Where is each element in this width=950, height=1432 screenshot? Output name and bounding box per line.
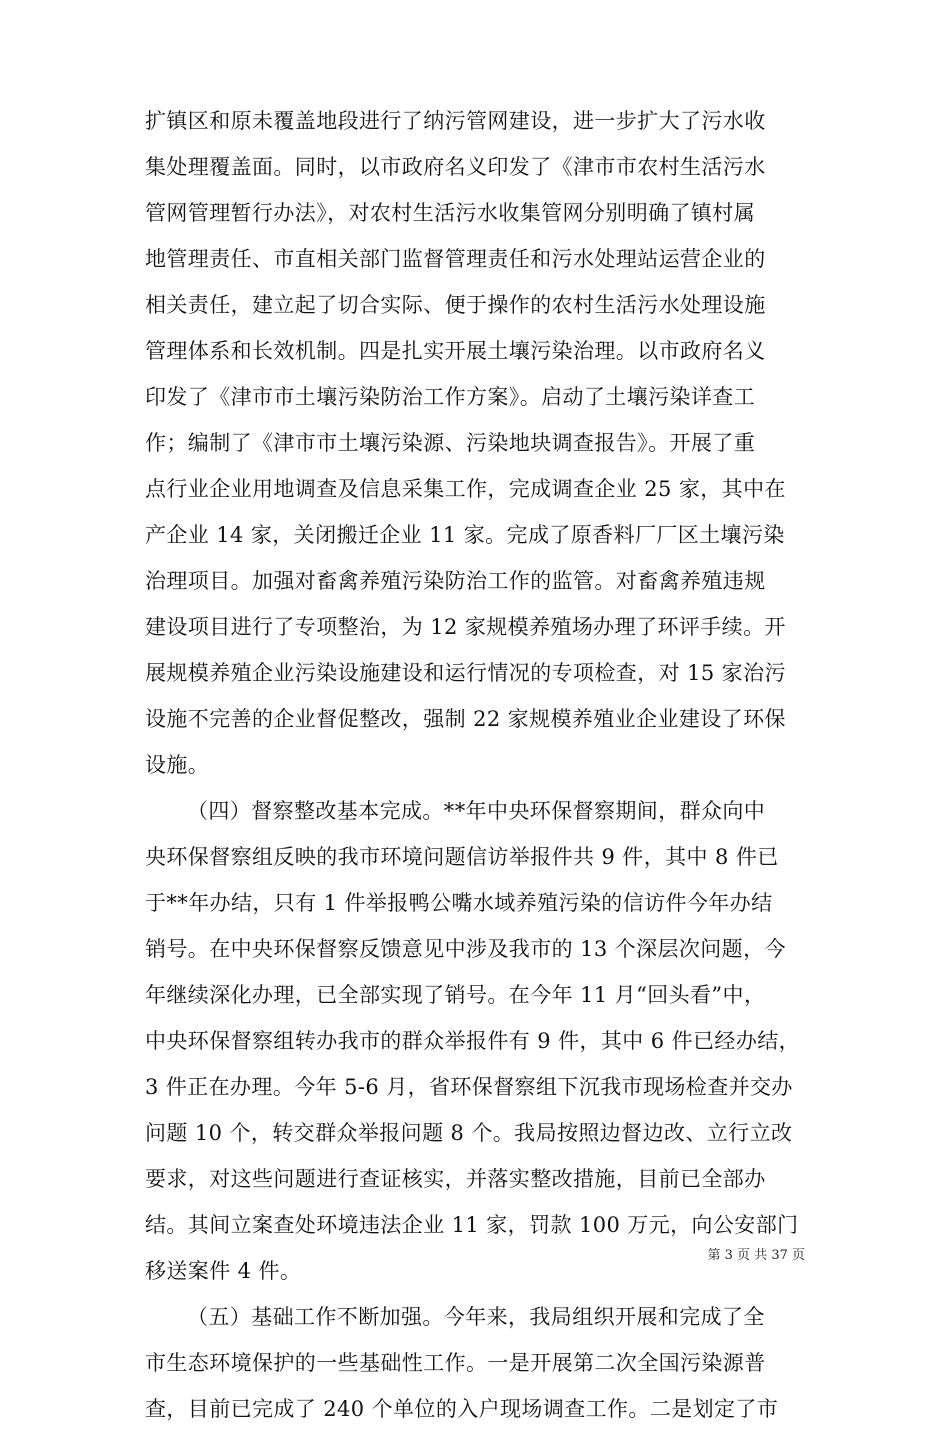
text-line: 作；编制了《津市市土壤污染源、污染地块调查报告》。开展了重 <box>145 431 756 455</box>
text-line: 查，目前已完成了 240 个单位的入户现场调查工作。二是划定了市 <box>145 1397 779 1421</box>
text-line: 移送案件 4 件。 <box>145 1259 302 1283</box>
section-5-heading-line: （五）基础工作不断加强。今年来，我局组织开展和完成了全 <box>187 1305 765 1329</box>
text-line: 展规模养殖企业污染设施建设和运行情况的专项检查，对 15 家治污 <box>145 661 786 685</box>
document-body <box>145 98 805 1432</box>
text-line: 管理体系和长效机制。四是扎实开展土壤污染治理。以市政府名义 <box>145 339 766 363</box>
text-line: 集处理覆盖面。同时，以市政府名义印发了《津市市农村生活污水 <box>145 155 766 179</box>
text-line: 销号。在中央环保督察反馈意见中涉及我市的 13 个深层次问题，今 <box>145 937 786 961</box>
section-4-heading-line: （四）督察整改基本完成。**年中央环保督察期间，群众向中 <box>187 799 766 823</box>
text-line: 央环保督察组反映的我市环境问题信访举报件共 9 件，其中 8 件已 <box>145 845 779 869</box>
text-line: 问题 10 个，转交群众举报问题 8 个。我局按照边督边改、立行立改 <box>145 1121 793 1145</box>
text-line: 年继续深化办理，已全部实现了销号。在今年 11 月“回头看”中， <box>145 983 766 1007</box>
text-line: 要求，对这些问题进行查证核实，并落实整改措施，目前已全部办 <box>145 1167 766 1191</box>
text-line: 结。其间立案查处环境违法企业 11 家，罚款 100 万元，向公安部门 <box>145 1213 799 1237</box>
text-line: 扩镇区和原未覆盖地段进行了纳污管网建设，进一步扩大了污水收 <box>145 109 766 133</box>
text-line: 治理项目。加强对畜禽养殖污染防治工作的监管。对畜禽养殖违规 <box>145 569 766 593</box>
page-number-footer: 第 3 页 共 37 页 <box>707 1248 805 1263</box>
text-line: 于**年办结，只有 1 件举报鸭公嘴水域养殖污染的信访件今年办结 <box>145 891 773 915</box>
text-line: 地管理责任、市直相关部门监督管理责任和污水处理站运营企业的 <box>145 247 766 271</box>
text-line: 建设项目进行了专项整治，为 12 家规模养殖场办理了环评手续。开 <box>145 615 786 639</box>
text-line: 相关责任，建立起了切合实际、便于操作的农村生活污水处理设施 <box>145 293 766 317</box>
text-line: 市生态环境保护的一些基础性工作。一是开展第二次全国污染源普 <box>145 1351 766 1375</box>
text-line: 管网管理暂行办法》，对农村生活污水收集管网分别明确了镇村属 <box>145 201 756 225</box>
text-line: 印发了《津市市土壤污染防治工作方案》。启动了土壤污染详查工 <box>145 385 756 409</box>
text-line: 设施不完善的企业督促整改，强制 22 家规模养殖业企业建设了环保 <box>145 707 786 731</box>
text-line: 点行业企业用地调查及信息采集工作，完成调查企业 25 家，其中在 <box>145 477 786 501</box>
text-line: 中央环保督察组转办我市的群众举报件有 9 件，其中 6 件已经办结， <box>145 1029 801 1053</box>
text-line: 3 件正在办理。今年 5-6 月，省环保督察组下沉我市现场检查并交办 <box>145 1075 793 1099</box>
text-line: 产企业 14 家，关闭搬迁企业 11 家。完成了原香料厂厂区土壤污染 <box>145 523 785 547</box>
text-line: 设施。 <box>145 753 210 777</box>
